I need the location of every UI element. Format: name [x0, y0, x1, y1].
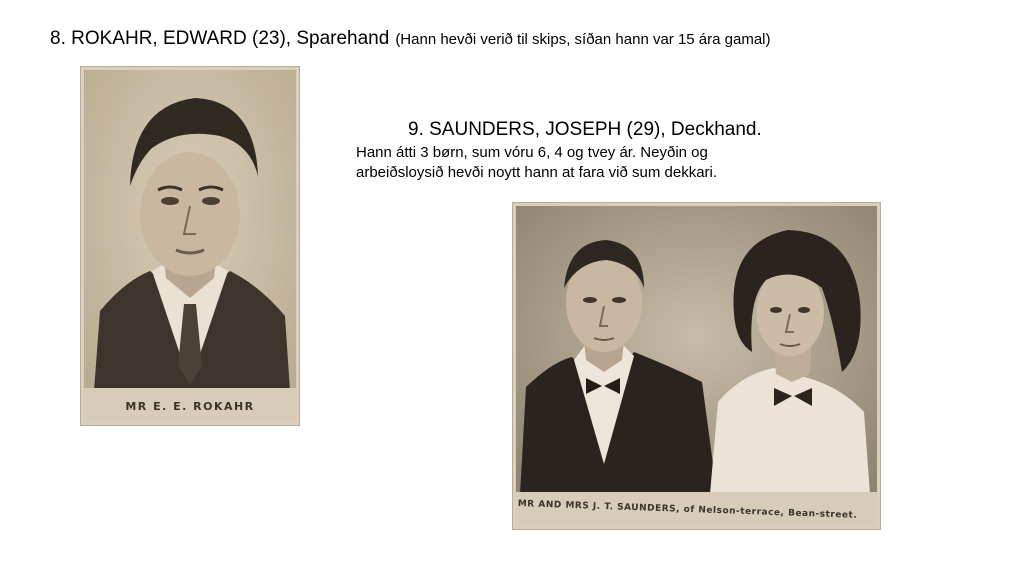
- portrait-illustration: [80, 66, 300, 426]
- entry-8-note: (Hann hevði verið til skips, síðan hann var 15 ára gamal): [395, 31, 771, 48]
- photo-caption-saunders: MR AND MRS J. T. SAUNDERS, of Nelson-terrace, Bean-street.: [517, 498, 858, 521]
- entry-9-description: [356, 143, 876, 183]
- photo-caption-rokahr: MR E. E. ROKAHR: [125, 400, 255, 413]
- entry-9-heading: 9. SAUNDERS, JOSEPH (29), Deckhand.: [408, 119, 762, 140]
- portrait-photo-saunders: [512, 202, 881, 530]
- portrait-photo-rokahr: [80, 66, 300, 426]
- entry-9-description-line: Hann átti 3 børn, sum vóru 6, 4 og tvey ár. Neyðin og: [356, 144, 708, 161]
- entry-8-heading: 8. ROKAHR, EDWARD (23), Sparehand: [50, 28, 390, 49]
- entry-9-description-line: arbeiðsloysið hevði noytt hann at fara við sum dekkari.: [356, 164, 718, 181]
- entry-8-heading-line: [50, 27, 771, 52]
- couple-illustration: [512, 202, 881, 530]
